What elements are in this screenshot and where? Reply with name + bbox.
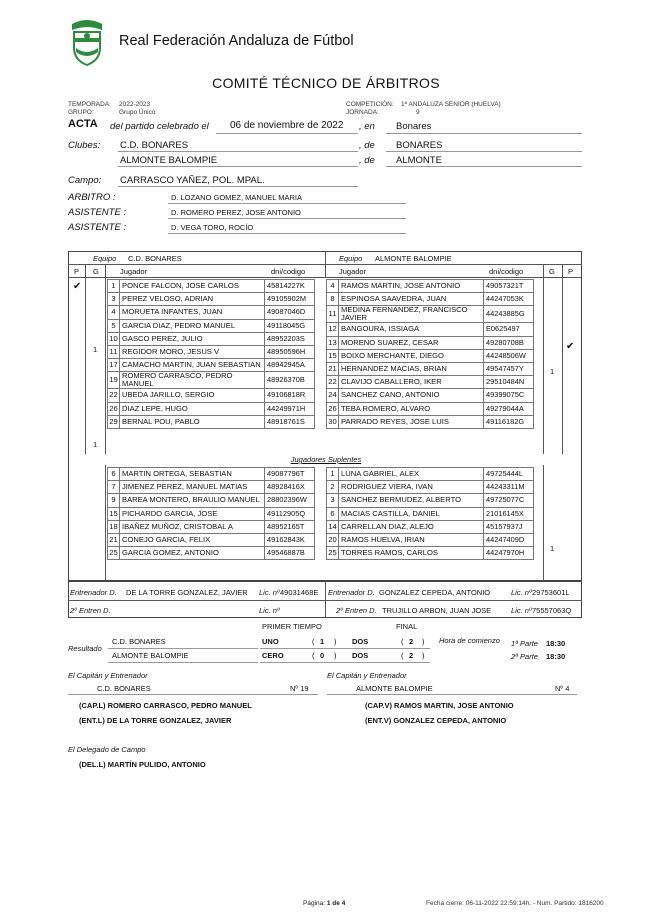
player-dni: 49725444L — [484, 468, 534, 481]
away-cap: (CAP.V) RAMOS MARTIN, JOSE ANTONIO — [365, 701, 514, 710]
player-dni: 44243311M — [484, 481, 534, 494]
home-starter-row — [108, 293, 315, 306]
away-col-g: G — [549, 267, 555, 276]
away-sub-row — [327, 507, 534, 520]
away-goal-mark-20: 1 — [550, 544, 555, 553]
away-sub-row — [327, 494, 534, 507]
player-number: 11 — [108, 345, 120, 358]
competicion-label: COMPETICIÓN: — [346, 101, 394, 108]
home-sub-row — [108, 481, 315, 494]
player-number: 2 — [327, 481, 339, 494]
home-starter-row — [108, 306, 315, 319]
player-name: CLAVIJO CABALLERO, IKER — [339, 376, 484, 389]
away-coach-label: Entrenador D. — [328, 588, 375, 597]
campo-label: Campo: — [68, 175, 102, 186]
asistente1-value: D. ROMERO PEREZ, JOSE ANTONIO — [171, 208, 301, 217]
jornada-label: JORNADA: — [346, 109, 379, 116]
away-starter-row — [327, 376, 534, 389]
home-sub-row — [108, 507, 315, 520]
delegado-name: (DEL.L) MARTÍN PULIDO, ANTONIO — [79, 760, 206, 769]
player-name: CAMACHO MARTIN, JUAN SEBASTIAN — [120, 359, 265, 372]
club2: ALMONTE BALOMPIE — [120, 155, 218, 166]
away-captain-no: Nº 4 — [555, 684, 570, 693]
player-dni: 49087046D — [265, 306, 315, 319]
player-dni: 44248506W — [484, 349, 534, 362]
home-sub-row — [108, 547, 315, 560]
asistente2-value: D. VEGA TORO, ROCÍO — [171, 223, 254, 232]
home-ft-score: 2 — [409, 637, 414, 646]
org-name: Real Federación Andaluza de Fútbol — [119, 33, 354, 49]
player-name: MORUETA INFANTES, JUAN — [120, 306, 265, 319]
delegado-label: El Delegado de Campo — [68, 745, 146, 754]
home-ft-close: ) — [422, 637, 425, 646]
player-number: 7 — [108, 481, 120, 494]
home-coach-label: Entrenador D. — [70, 588, 117, 597]
home-ht-open: ( — [312, 637, 315, 646]
home-ent: (ENT.L) DE LA TORRE GONZALEZ, JAVIER — [79, 716, 232, 725]
home-2lic-label: Lic. nº — [259, 606, 280, 615]
away-subs-table — [326, 467, 534, 560]
home-equipo-label: Equipo — [93, 254, 117, 263]
home-captain-no: Nº 19 — [290, 684, 309, 693]
away-ft-score: 2 — [409, 651, 414, 660]
player-dni: 21016145X — [484, 507, 534, 520]
player-dni: 48926370B — [265, 372, 315, 389]
away-ft-open: ( — [401, 651, 404, 660]
player-dni: 48918761S — [265, 415, 315, 428]
away-starter-row — [327, 306, 534, 323]
away-col-dni: dni/codigo — [489, 267, 524, 276]
player-number: 15 — [108, 507, 120, 520]
home-cap: (CAP.L) ROMERO CARRASCO, PEDRO MANUEL — [79, 701, 252, 710]
hora-label: Hora de comienzo — [439, 636, 500, 645]
asistente1-label: ASISTENTE : — [68, 207, 127, 218]
player-name: ESPINOSA SAAVEDRA, JUAN — [339, 293, 484, 306]
player-dni: 49116182G — [484, 415, 534, 428]
player-dni: 48952165T — [265, 520, 315, 533]
player-name: PICHARDO GARCIA, JOSE — [120, 507, 265, 520]
player-number: 6 — [327, 507, 339, 520]
acta-title: ACTA — [68, 118, 98, 130]
temporada-label: TEMPORADA: — [68, 101, 111, 108]
page-title: COMITÉ TÉCNICO DE ÁRBITROS — [212, 75, 440, 91]
page-total: 4 — [341, 900, 346, 907]
player-number: 22 — [108, 389, 120, 402]
page-de: de — [332, 900, 340, 907]
competicion-value: 1ª ANDALUZA SENIOR (HUELVA) — [401, 101, 501, 108]
asistente2-label: ASISTENTE : — [68, 222, 127, 233]
away-starters-table — [326, 279, 534, 429]
player-number: 22 — [327, 376, 339, 389]
home-ft-open: ( — [401, 637, 404, 646]
home-2coach-label: 2º Entren D. — [70, 606, 111, 615]
player-dni: 44249971H — [265, 402, 315, 415]
away-starter-row — [327, 293, 534, 306]
player-number: 30 — [327, 415, 339, 428]
player-number: 29 — [108, 415, 120, 428]
home-starter-row — [108, 345, 315, 358]
player-name: JIMENEZ PEREZ, MANUEL MATIAS — [120, 481, 265, 494]
away-p-check-icon: ✔ — [566, 341, 575, 352]
away-ent: (ENT.V) GONZALEZ CEPEDA, ANTONIO — [365, 716, 507, 725]
home-ft-word: DOS — [352, 637, 369, 646]
home-starter-row — [108, 372, 315, 389]
away-sub-row — [327, 533, 534, 546]
away-2coach-label: 2º Entren D. — [336, 606, 377, 615]
player-dni: 48928416X — [265, 481, 315, 494]
campo-value: CARRASCO YAÑEZ, POL. MPAL. — [120, 175, 265, 186]
player-number: 21 — [327, 362, 339, 375]
away-sub-row — [327, 547, 534, 560]
player-number: 1 — [108, 280, 120, 293]
player-dni: 49057321T — [484, 280, 534, 293]
player-number: 19 — [108, 372, 120, 389]
result-away-team: ALMONTE BALOMPIE — [112, 651, 189, 660]
away-col-jugador: Jugador — [339, 267, 367, 276]
player-name: UBEDA JARILLO, SERGIO — [120, 389, 265, 402]
player-name: BANGOURA, ISSIAGA — [339, 323, 484, 336]
player-name: PARRADO REYES, JOSE LUIS — [339, 415, 484, 428]
player-name: MEDINA FERNANDEZ, FRANCISCO JAVIER — [339, 306, 484, 323]
player-dni: 49162843K — [265, 533, 315, 546]
away-captain-team: ALMONTE BALOMPIE — [356, 684, 433, 693]
away-2lic-label: Lic. nº — [511, 606, 532, 615]
player-number: 3 — [108, 293, 120, 306]
away-starter-row — [327, 402, 534, 415]
federation-logo — [66, 18, 108, 66]
player-dni: 49546887B — [265, 547, 315, 560]
jornada-value: 9 — [416, 109, 420, 116]
player-number: 15 — [327, 349, 339, 362]
home-starter-row — [108, 280, 315, 293]
player-dni: 49106818R — [265, 389, 315, 402]
away-ht-open: ( — [312, 651, 315, 660]
home-sub-row — [108, 494, 315, 507]
acta-date: 06 de noviembre de 2022 — [230, 120, 344, 131]
p1-time: 18:30 — [546, 639, 566, 648]
away-ft-close: ) — [422, 651, 425, 660]
player-dni: 44247053K — [484, 293, 534, 306]
resultado-label: Resultado — [68, 644, 102, 653]
player-dni: 48950596H — [265, 345, 315, 358]
player-number: 26 — [327, 402, 339, 415]
acta-lead: del partido celebrado el — [110, 121, 209, 132]
player-name: MORENO SUAREZ, CESAR — [339, 336, 484, 349]
player-number: 17 — [108, 359, 120, 372]
player-number: 26 — [108, 402, 120, 415]
player-dni: 49105902M — [265, 293, 315, 306]
de1: , de — [359, 140, 375, 151]
club1: C.D. BONARES — [120, 140, 189, 151]
player-number: 4 — [327, 280, 339, 293]
player-number: 11 — [327, 306, 339, 323]
away-2coach-name: TRUJILLO ARBON, JUAN JOSE — [382, 606, 492, 615]
home-sub-row — [108, 533, 315, 546]
away-ht-word: CERO — [262, 651, 284, 660]
de2: , de — [359, 155, 375, 166]
town1: BONARES — [396, 140, 443, 151]
final-label: FINAL — [396, 622, 418, 631]
player-dni: 48942945A — [265, 359, 315, 372]
player-number: 14 — [327, 520, 339, 533]
player-dni: 49087796T — [265, 468, 315, 481]
player-number: 8 — [327, 293, 339, 306]
home-p-check-icon: ✔ — [73, 281, 82, 292]
player-number: 25 — [327, 547, 339, 560]
away-ft-word: DOS — [352, 651, 369, 660]
away-coach-name: GONZALEZ CEPEDA, ANTONIO — [379, 588, 491, 597]
home-starter-row — [108, 332, 315, 345]
player-name: MARTIN ORTEGA, SEBASTIAN — [120, 468, 265, 481]
away-sub-row — [327, 520, 534, 533]
player-number: 3 — [327, 494, 339, 507]
away-col-p: P — [568, 267, 574, 276]
player-number: 12 — [327, 323, 339, 336]
home-coach-name: DE LA TORRE GONZALEZ, JAVIER — [126, 588, 248, 597]
player-name: RAMOS HUELVA, IRIAN — [339, 533, 484, 546]
player-name: CARRELLAN DIAZ, ALEJO — [339, 520, 484, 533]
player-name: BAREA MONTERO, BRAULIO MANUEL — [120, 494, 265, 507]
player-dni: 49280708B — [484, 336, 534, 349]
home-starter-row — [108, 319, 315, 332]
player-number: 6 — [108, 468, 120, 481]
home-col-jugador: Jugador — [120, 267, 148, 276]
home-starter-row — [108, 359, 315, 372]
footer-page — [303, 900, 345, 907]
arbitro-label: ARBITRO : — [68, 192, 116, 203]
player-dni: 49112905Q — [265, 507, 315, 520]
home-starters-table — [107, 279, 315, 429]
home-col-dni: dni/codigo — [271, 267, 306, 276]
player-number: 13 — [327, 336, 339, 349]
away-lic: 29753601L — [532, 588, 570, 597]
player-name: LUNA GABRIEL, ALEX — [339, 468, 484, 481]
player-dni: 29510484N — [484, 376, 534, 389]
home-starter-row — [108, 402, 315, 415]
away-starter-row — [327, 415, 534, 428]
away-team-name: ALMONTE BALOMPIE — [375, 254, 452, 263]
p1-label: 1ª Parte — [511, 639, 538, 648]
player-dni: 28802396W — [265, 494, 315, 507]
player-name: RAMOS MARTIN, JOSE ANTONIO — [339, 280, 484, 293]
clubes-label: Clubes: — [68, 140, 101, 151]
player-number: 24 — [327, 389, 339, 402]
player-dni: 45814227K — [265, 280, 315, 293]
player-name: PONCE FALCON, JOSE CARLOS — [120, 280, 265, 293]
home-starter-row — [108, 415, 315, 428]
player-dni: 49399075C — [484, 389, 534, 402]
suplentes-label: Jugadores Suplentes — [290, 455, 362, 464]
player-dni: 44247409D — [484, 533, 534, 546]
away-sub-row — [327, 468, 534, 481]
player-number: 21 — [108, 533, 120, 546]
player-name: RODRIGUEZ VIERA, IVAN — [339, 481, 484, 494]
home-starter-row — [108, 389, 315, 402]
player-number: 9 — [108, 494, 120, 507]
player-name: SANCHEZ CANO, ANTONIO — [339, 389, 484, 402]
player-name: GARCIA GOMEZ, ANTONIO — [120, 547, 265, 560]
away-equipo-label: Equipo — [339, 254, 363, 263]
home-ht-score: 1 — [320, 637, 325, 646]
player-name: DIAZ LEPE, HUGO — [120, 402, 265, 415]
acta-en: , en — [359, 121, 375, 132]
player-name: SANCHEZ BERMUDEZ, ALBERTO — [339, 494, 484, 507]
p2-label: 2ª Parte — [511, 652, 538, 661]
player-number: 1 — [327, 468, 339, 481]
player-number: 5 — [108, 319, 120, 332]
town2: ALMONTE — [396, 155, 442, 166]
home-captain-team: C.D. BONARES — [97, 684, 151, 693]
player-dni: 49118045G — [265, 319, 315, 332]
player-number: 25 — [108, 547, 120, 560]
home-col-g: G — [93, 267, 99, 276]
home-col-p: P — [74, 267, 80, 276]
acta-place: Bonares — [396, 121, 432, 132]
grupo-value: Grupo Único — [119, 109, 156, 116]
player-dni: E0625497 — [484, 323, 534, 336]
player-number: 20 — [327, 533, 339, 546]
away-starter-row — [327, 280, 534, 293]
home-ht-word: UNO — [262, 637, 279, 646]
footer-cierre: Fecha cierre: 06-11-2022 22:59:14h. - Num. Partido: 1816200 — [426, 900, 604, 907]
home-sub-row — [108, 468, 315, 481]
home-team-name: C.D. BONARES — [128, 254, 182, 263]
player-name: ROMERO CARRASCO, PEDRO MANUEL — [120, 372, 265, 389]
player-name: REGIDOR MORO, JESUS V — [120, 345, 265, 358]
arbitro-value: D. LOZANO GOMEZ, MANUEL MARIA — [171, 193, 302, 202]
away-2lic: 75557063Q — [532, 606, 572, 615]
player-dni: 49725077C — [484, 494, 534, 507]
home-goal-mark-29: 1 — [93, 440, 98, 449]
player-name: PEREZ VELOSO, ADRIAN — [120, 293, 265, 306]
player-number: 18 — [108, 520, 120, 533]
player-name: IBAÑEZ MUÑOZ, CRISTOBAL A — [120, 520, 265, 533]
away-starter-row — [327, 389, 534, 402]
player-name: BERNAL POU, PABLO — [120, 415, 265, 428]
player-number: 4 — [108, 306, 120, 319]
player-name: GARCIA DIAZ, PEDRO MANUEL — [120, 319, 265, 332]
home-lic-label: Lic. nº — [259, 588, 280, 597]
player-name: MACIAS CASTILLA, DANIEL — [339, 507, 484, 520]
player-dni: 44243885G — [484, 306, 534, 323]
player-number: 10 — [108, 332, 120, 345]
away-starter-row — [327, 323, 534, 336]
page-label: Página: — [303, 900, 326, 907]
primer-tiempo-label: PRIMER TIEMPO — [262, 622, 322, 631]
away-captain-label: El Capitán y Entrenador — [327, 671, 407, 680]
home-lic: 49031468E — [280, 588, 319, 597]
player-dni: 44247970H — [484, 547, 534, 560]
player-name: CONEJO GARCIA, FELIX — [120, 533, 265, 546]
away-goal-mark-21: 1 — [550, 367, 555, 376]
player-name: HERNANDEZ MACIAS, BRIAN — [339, 362, 484, 375]
home-sub-row — [108, 520, 315, 533]
home-goal-mark-10: 1 — [93, 345, 98, 354]
result-home-team: C.D. BONARES — [112, 637, 166, 646]
away-sub-row — [327, 481, 534, 494]
p2-time: 18:30 — [546, 652, 566, 661]
player-dni: 48952203S — [265, 332, 315, 345]
page-number: 1 — [326, 900, 331, 907]
away-starter-row — [327, 349, 534, 362]
player-dni: 49279044A — [484, 402, 534, 415]
player-dni: 45157937J — [484, 520, 534, 533]
home-subs-table — [107, 467, 315, 560]
home-captain-label: El Capitán y Entrenador — [68, 671, 148, 680]
home-ht-close: ) — [334, 637, 337, 646]
grupo-label: GRUPO: — [68, 109, 94, 116]
player-name: BOIXO MERCHANTE, DIEGO — [339, 349, 484, 362]
away-ht-close: ) — [334, 651, 337, 660]
temporada-value: 2022-2023 — [119, 101, 151, 108]
player-dni: 49547457Y — [484, 362, 534, 375]
away-ht-score: 0 — [320, 651, 325, 660]
away-starter-row — [327, 336, 534, 349]
player-name: TORRES RAMOS, CARLOS — [339, 547, 484, 560]
away-lic-label: Lic. nº — [511, 588, 532, 597]
away-starter-row — [327, 362, 534, 375]
player-name: TEBA ROMERO, ALVARO — [339, 402, 484, 415]
player-name: GASCO PEREZ, JULIO — [120, 332, 265, 345]
